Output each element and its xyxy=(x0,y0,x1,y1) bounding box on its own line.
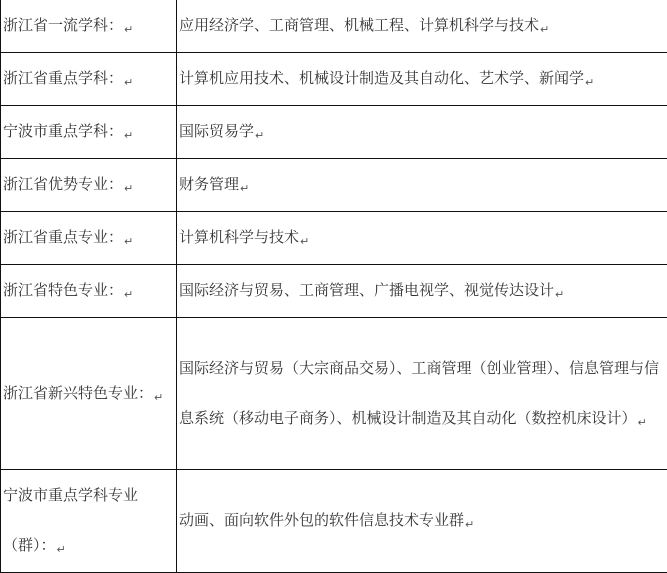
row-label: 浙江省一流学科：↵ xyxy=(1,0,177,53)
return-mark-icon: ↵ xyxy=(240,164,249,212)
row-label: 宁波市重点学科专业（群）：↵ xyxy=(1,470,177,573)
table-row xyxy=(1,318,667,470)
table-row xyxy=(1,212,667,265)
row-value: 财务管理↵ xyxy=(177,159,667,212)
return-mark-icon: ↵ xyxy=(57,525,66,573)
return-mark-icon: ↵ xyxy=(465,500,474,550)
return-mark-icon: ↵ xyxy=(124,270,133,318)
row-label: 浙江省优势专业：↵ xyxy=(1,159,177,212)
row-label: 宁波市重点学科：↵ xyxy=(1,106,177,159)
table-row xyxy=(1,0,667,53)
return-mark-icon: ↵ xyxy=(124,217,133,265)
row-value: 计算机应用技术、机械设计制造及其自动化、艺术学、新闻学↵ xyxy=(177,53,667,106)
return-mark-icon: ↵ xyxy=(124,164,133,212)
table-row xyxy=(1,106,667,159)
row-label: 浙江省新兴特色专业：↵ xyxy=(1,318,177,470)
row-label: 浙江省重点学科：↵ xyxy=(1,53,177,106)
table-row xyxy=(1,53,667,106)
row-value: 国际经济与贸易（大宗商品交易）、工商管理（创业管理）、信息管理与信息系统（移动电子商务）、机械设计制造及其自动化（数控机床设计）↵ xyxy=(177,318,667,470)
table-row xyxy=(1,470,667,573)
row-value: 国际贸易学↵ xyxy=(177,106,667,159)
return-mark-icon: ↵ xyxy=(124,58,133,106)
return-mark-icon: ↵ xyxy=(124,111,133,159)
return-mark-icon: ↵ xyxy=(255,111,264,159)
row-label: 浙江省特色专业：↵ xyxy=(1,265,177,318)
return-mark-icon: ↵ xyxy=(638,398,647,448)
row-label: 浙江省重点专业：↵ xyxy=(1,212,177,265)
row-value: 动画、面向软件外包的软件信息技术专业群↵ xyxy=(177,470,667,573)
row-value: 应用经济学、工商管理、机械工程、计算机科学与技术↵ xyxy=(177,0,667,53)
return-mark-icon: ↵ xyxy=(540,5,549,53)
table-row xyxy=(1,265,667,318)
table-row xyxy=(1,159,667,212)
row-value: 国际经济与贸易、工商管理、广播电视学、视觉传达设计↵ xyxy=(177,265,667,318)
return-mark-icon: ↵ xyxy=(585,58,594,106)
return-mark-icon: ↵ xyxy=(555,270,564,318)
row-value: 计算机科学与技术↵ xyxy=(177,212,667,265)
return-mark-icon: ↵ xyxy=(154,373,163,423)
return-mark-icon: ↵ xyxy=(300,217,309,265)
return-mark-icon: ↵ xyxy=(124,5,133,53)
